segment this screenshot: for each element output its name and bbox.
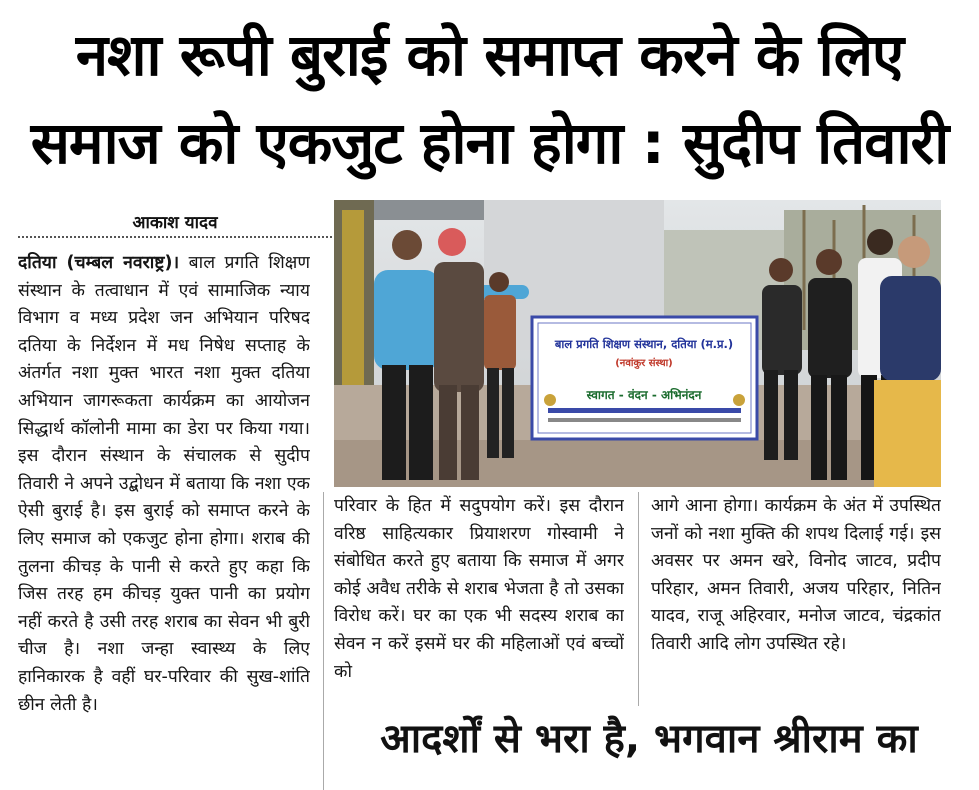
article-text-1: बाल प्रगति शिक्षण संस्थान के तत्वाधान में एवं सामाजिक न्याय विभाग व मध्य प्रदेश जन अभियान परिषद दतिया के निर्देशन में मध निषेध सप्ताह के अंतर्गत नशा मुक्त भारत नशा मुक्त दतिया अभियान जागरूकता कार्यक्रम का आयोजन सिद्धार्थ कॉलोनी मामा का डेरा पर किया गया। इस दौरान संस्थान के संचालक से सुदीप तिवारी ने अपने उद्बोधन में बताया कि नशा एक ऐसी बुराई है। इस बुराई को समाप्त करने के लिए समाज को एकजुट होना होगा। शराब की तुलना कीचड़ के पानी से करते हुए कहा कि जिस तरह हम कीचड़ युक्त पानी का प्रयोग नहीं करते है उसी तरह शराब का सेवन भी बुरी चीज है। नशा जन्हा स्वास्थ्य के लिए हानिकारक है वहीं घर-परिवार की सुख-शांति छीन लेती है। bbox=[18, 253, 310, 715]
article-column-1 bbox=[18, 250, 310, 790]
byline: आकाश यादव bbox=[18, 210, 332, 238]
article-text-3: आगे आना होगा। कार्यक्रम के अंत में उपस्थित जनों को नशा मुक्ति की शपथ दिलाई गई। इस अवसर पर अमन खरे, विनोद जाटव, प्रदीप परिहार, अमन तिवारी, अजय परिहार, नितिन यादव, राजू अहिरवार, मनोज जाटव, चंद्रकांत तिवारी आदि लोग उपस्थित रहे। bbox=[651, 496, 941, 654]
banner-line-1: बाल प्रगति शिक्षण संस्थान, दतिया (म.प्र.) bbox=[554, 337, 734, 351]
next-article-headline: आदर्शों से भरा है, भगवान श्रीराम का bbox=[380, 716, 918, 762]
event-photo bbox=[334, 200, 941, 487]
event-photo-image bbox=[334, 200, 941, 487]
column-divider bbox=[323, 492, 324, 790]
article-text-2: परिवार के हित में सदुपयोग करें। इस दौरान वरिष्ठ साहित्यकार प्रियाशरण गोस्वामी ने संबोधित करते हुए बताया कि समाज में अगर कोई अवैध तरीके से शराब भेजता है तो उसका विरोध करें। घर का एक भी सदस्य शराब का सेवन न करें इसमें घर की महिलाओं एवं बच्चों को bbox=[334, 496, 624, 682]
banner-line-2: (नवांकुर संस्था) bbox=[615, 358, 673, 369]
article-column-3 bbox=[651, 493, 941, 703]
dateline: दतिया (चम्बल नवराष्ट्र)। bbox=[18, 253, 180, 273]
column-divider bbox=[638, 492, 639, 706]
headline-line-1: नशा रूपी बुराई को समाप्त करने के लिए bbox=[75, 21, 904, 89]
article-column-2 bbox=[334, 493, 624, 703]
banner-line-3: स्वागत - वंदन - अभिनंदन bbox=[586, 388, 702, 402]
headline-line-2: समाज को एकजुट होना होगा : सुदीप तिवारी bbox=[30, 109, 949, 177]
